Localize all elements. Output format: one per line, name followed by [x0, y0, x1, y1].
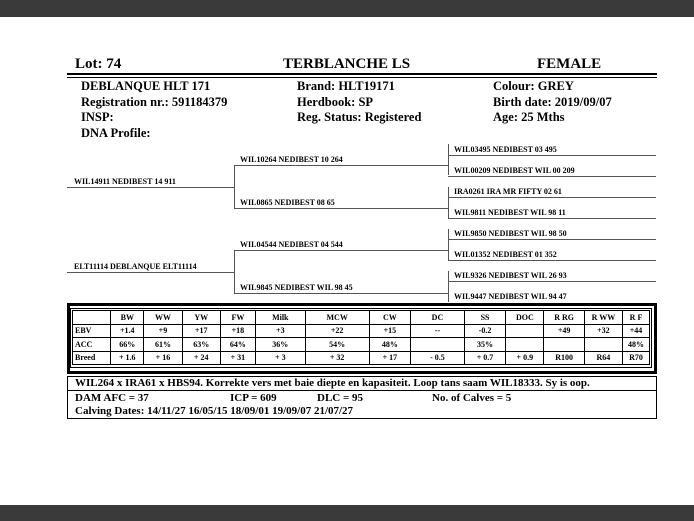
ebv-cell: + 32 — [305, 351, 369, 365]
pedigree-g3-4: WIL9811 NEDIBEST WIL 98 11 — [454, 208, 566, 217]
pedigree-line — [448, 229, 449, 260]
top-bar — [0, 0, 694, 17]
animal-sex: FEMALE — [537, 56, 602, 72]
ebv-header: Milk — [255, 311, 305, 325]
dna-profile: DNA Profile: — [81, 125, 151, 140]
ebv-cell: 63% — [182, 338, 220, 352]
ebv-cell — [506, 338, 544, 352]
birth-date: Birth date: 2019/09/07 — [493, 94, 612, 109]
ebv-cell: R64 — [584, 351, 622, 365]
ebv-cell: -- — [411, 324, 465, 338]
herdbook: Herdbook: SP — [297, 94, 374, 109]
animal-name: TERBLANCHE LS — [283, 56, 411, 72]
ebv-cell — [584, 338, 622, 352]
pedigree-line — [448, 176, 656, 177]
ebv-cell: +49 — [544, 324, 584, 338]
reg-status: Reg. Status: Registered — [297, 110, 422, 124]
pedigree-line — [234, 165, 235, 209]
registration-nr: Registration nr.: 591184379 — [81, 94, 228, 109]
ebv-cell: +18 — [220, 324, 255, 338]
ebv-cell: - 0.5 — [411, 351, 465, 365]
pedigree-line — [234, 250, 448, 251]
pedigree-line — [448, 144, 449, 175]
ebv-cell: ACC — [73, 338, 111, 352]
ebv-cell: R70 — [623, 351, 650, 365]
pedigree-line — [448, 281, 656, 282]
ebv-cell: 48% — [369, 338, 410, 352]
ebv-header: DOC — [506, 311, 544, 325]
pedigree-dam: ELT11114 DEBLANQUE ELT11114 — [74, 262, 197, 271]
ebv-row-ebv — [73, 324, 650, 338]
pedigree-line — [448, 218, 656, 219]
pedigree-g3-5: WIL9850 NEDIBEST WIL 98 50 — [454, 229, 567, 238]
ebv-header: FW — [220, 311, 255, 325]
ebv-header: CW — [369, 311, 410, 325]
dlc: DLC = 95 — [317, 392, 363, 404]
dam-name: DEBLANQUE HLT 171 — [81, 79, 211, 93]
ebv-cell: +22 — [305, 324, 369, 338]
header-rule-thin — [67, 77, 657, 78]
pedigree-line — [448, 239, 656, 240]
ebv-cell: +9 — [144, 324, 182, 338]
ebv-row-breed — [73, 351, 650, 365]
ebv-header: R F — [623, 311, 650, 325]
pedigree-dam-sire: WIL04544 NEDIBEST 04 544 — [240, 240, 343, 249]
ebv-header: R WW — [584, 311, 622, 325]
lot-number: Lot: 74 — [75, 56, 122, 72]
age: Age: 25 Mths — [493, 110, 565, 124]
pedigree-line — [448, 271, 449, 302]
pedigree-line — [234, 293, 448, 294]
ebv-cell: + 0.9 — [506, 351, 544, 365]
ebv-header — [73, 311, 111, 325]
ebv-cell: 36% — [255, 338, 305, 352]
ebv-header: DC — [411, 311, 465, 325]
ebv-header: BW — [111, 311, 144, 325]
calving-dates: Calving Dates: 14/11/27 16/05/15 18/09/01 19/09/07 21/07/27 — [75, 405, 354, 417]
pedigree-sire-sire: WIL10264 NEDIBEST 10 264 — [240, 155, 343, 164]
ebv-cell: 66% — [111, 338, 144, 352]
comment-box — [67, 376, 657, 391]
ebv-cell — [506, 324, 544, 338]
pedigree-line — [234, 250, 235, 294]
ebv-cell: + 31 — [220, 351, 255, 365]
ebv-cell — [411, 338, 465, 352]
ebv-cell: + 3 — [255, 351, 305, 365]
pedigree-line — [234, 165, 448, 166]
ebv-cell: + 17 — [369, 351, 410, 365]
ebv-cell: Breed — [73, 351, 111, 365]
ebv-header: WW — [144, 311, 182, 325]
header-rule — [67, 73, 657, 75]
pedigree-line — [448, 197, 656, 198]
ebv-row-acc — [73, 338, 650, 352]
stats-box — [67, 390, 657, 419]
ebv-cell: +32 — [584, 324, 622, 338]
dam-afc: DAM AFC = 37 — [75, 392, 149, 404]
ebv-cell: 54% — [305, 338, 369, 352]
ebv-cell: + 24 — [182, 351, 220, 365]
ebv-cell: +17 — [182, 324, 220, 338]
pedigree-g3-3: IRA0261 IRA MR FIFTY 02 61 — [454, 187, 562, 196]
ebv-cell: +1.4 — [111, 324, 144, 338]
pedigree-g3-2: WIL00209 NEDIBEST WIL 00 209 — [454, 166, 575, 175]
pedigree-g3-6: WIL01352 NEDIBEST 01 352 — [454, 250, 557, 259]
ebv-cell — [544, 338, 584, 352]
ebv-cell: 64% — [220, 338, 255, 352]
ebv-cell: + 1.6 — [111, 351, 144, 365]
bottom-bar — [0, 505, 694, 521]
ebv-cell: EBV — [73, 324, 111, 338]
comment-text: WIL264 x IRA61 x HBS94. Korrekte vers met baie diepte en kapasiteit. Loop tans saam WIL18333. Sy is oop. — [75, 377, 590, 389]
pedigree-line — [67, 187, 234, 188]
ebv-header-row — [73, 311, 650, 325]
ebv-header: MCW — [305, 311, 369, 325]
ebv-cell: +44 — [623, 324, 650, 338]
info-col-1 — [81, 79, 227, 141]
info-col-2 — [297, 79, 421, 126]
ebv-cell: +15 — [369, 324, 410, 338]
pedigree-g3-1: WIL03495 NEDIBEST 03 495 — [454, 145, 557, 154]
ebv-cell: 61% — [144, 338, 182, 352]
pedigree-sire: WIL14911 NEDIBEST 14 911 — [74, 177, 176, 186]
pedigree-g3-8: WIL9447 NEDIBEST WIL 94 47 — [454, 292, 567, 301]
pedigree-line — [448, 155, 656, 156]
ebv-table — [72, 310, 650, 365]
pedigree-line — [234, 208, 448, 209]
ebv-cell: 35% — [464, 338, 505, 352]
pedigree-line — [67, 272, 234, 273]
ebv-cell: +3 — [255, 324, 305, 338]
pedigree-dam-dam: WIL9845 NEDIBEST WIL 98 45 — [240, 283, 353, 292]
ebv-header: YW — [182, 311, 220, 325]
colour: Colour: GREY — [493, 79, 574, 93]
ebv-cell: R100 — [544, 351, 584, 365]
pedigree-sire-dam: WIL0865 NEDIBEST 08 65 — [240, 198, 335, 207]
ebv-cell: 48% — [623, 338, 650, 352]
pedigree-line — [448, 187, 449, 218]
pedigree-line — [448, 260, 656, 261]
ebv-cell: + 0.7 — [464, 351, 505, 365]
info-col-3 — [493, 79, 612, 126]
no-of-calves: No. of Calves = 5 — [432, 392, 512, 404]
ebv-header: R RG — [544, 311, 584, 325]
ebv-cell: -0.2 — [464, 324, 505, 338]
insp: INSP: — [81, 110, 114, 124]
icp: ICP = 609 — [230, 392, 277, 404]
ebv-cell: + 16 — [144, 351, 182, 365]
pedigree-g3-7: WIL9326 NEDIBEST WIL 26 93 — [454, 271, 567, 280]
brand: Brand: HLT19171 — [297, 79, 395, 93]
ebv-header: SS — [464, 311, 505, 325]
